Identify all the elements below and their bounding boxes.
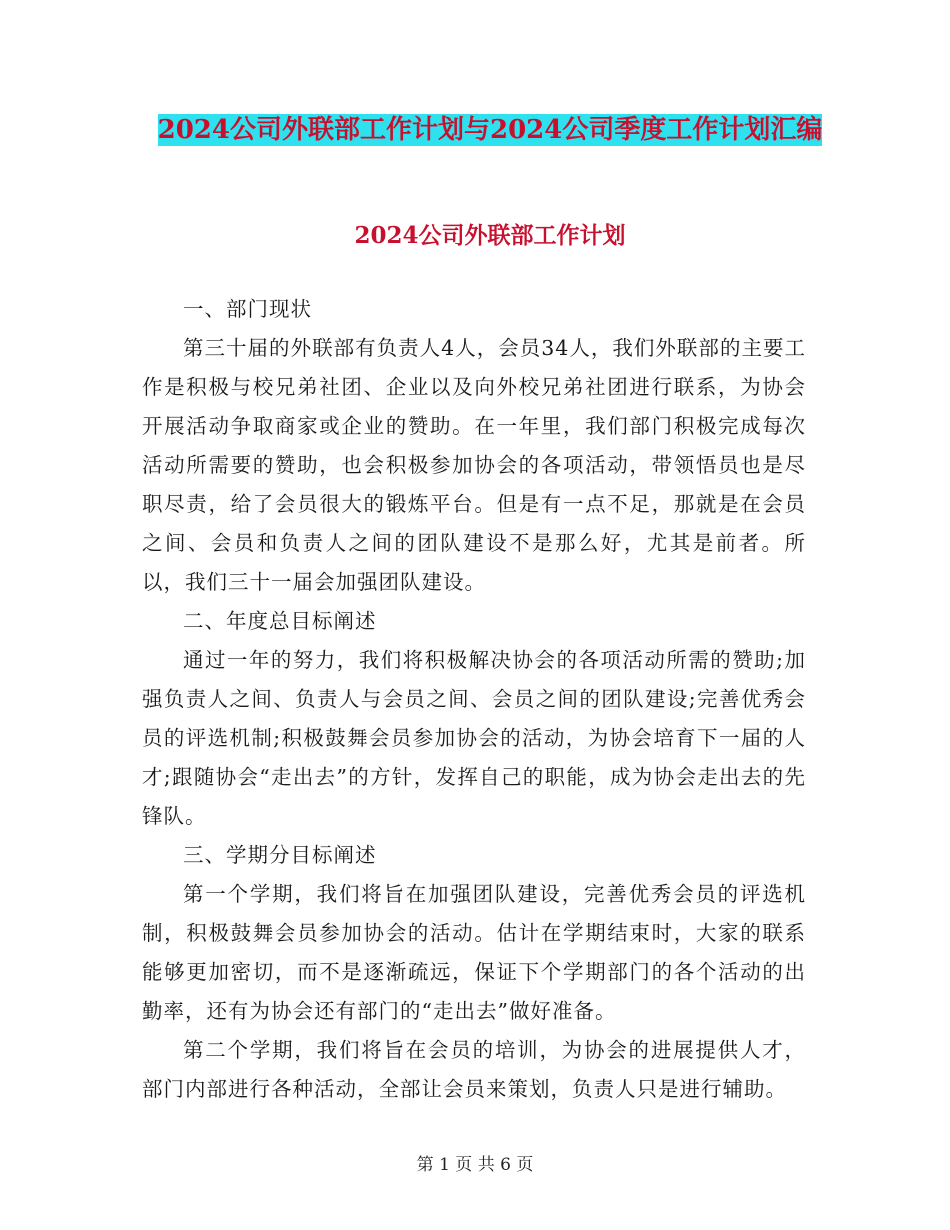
heading-annual-goal: 二、年度总目标阐述 [183,609,377,633]
page-footer: 第 1 页 共 6 页 [416,1155,534,1175]
paragraph-first-semester: 第一个学期，我们将旨在加强团队建设，完善优秀会员的评选机制，积极鼓舞会员参加协会的活动。估计在学期结束时，大家的联系能够更加密切，而不是逐渐疏远，保证下个学期部门的各个活动的出勤率，还有为协会还有部门的“走出去”做好准备。 [142,882,806,1023]
heading-department-status: 一、部门现状 [183,297,312,321]
document-title-text: 2024公司外联部工作计划与2024公司季度工作计划汇编 [157,115,823,145]
paragraph-department-status: 第三十届的外联部有负责人4人，会员34人，我们外联部的主要工作是积极与校兄弟社团、企业以及向外校兄弟社团进行联系，为协会开展活动争取商家或企业的赞助。在一年里，我们部门积极完成每次活动所需要的赞助，也会积极参加协会的各项活动，带领悟员也是尽职尽责，给了会员很大的锻炼平台。但是有一点不足，那就是在会员之间、会员和负责人之间的团队建设不是那么好，尤其是前者。所以，我们三十一届会加强团队建设。 [142,336,806,594]
document-title [140,108,840,152]
paragraph-annual-goal: 通过一年的努力，我们将积极解决协会的各项活动所需的赞助;加强负责人之间、负责人与会员之间、会员之间的团队建设;完善优秀会员的评选机制;积极鼓舞会员参加协会的活动，为协会培育下一届的人才;跟随协会“走出去”的方针，发挥自己的职能，成为协会走出去的先锋队。 [142,648,806,828]
heading-semester-goals: 三、学期分目标阐述 [183,843,377,867]
document-body [142,290,806,1109]
section-title: 2024公司外联部工作计划 [354,222,626,249]
paragraph-second-semester: 第二个学期，我们将旨在会员的培训，为协会的进展提供人才，部门内部进行各种活动，全部让会员来策划，负责人只是进行辅助。 [142,1038,806,1101]
